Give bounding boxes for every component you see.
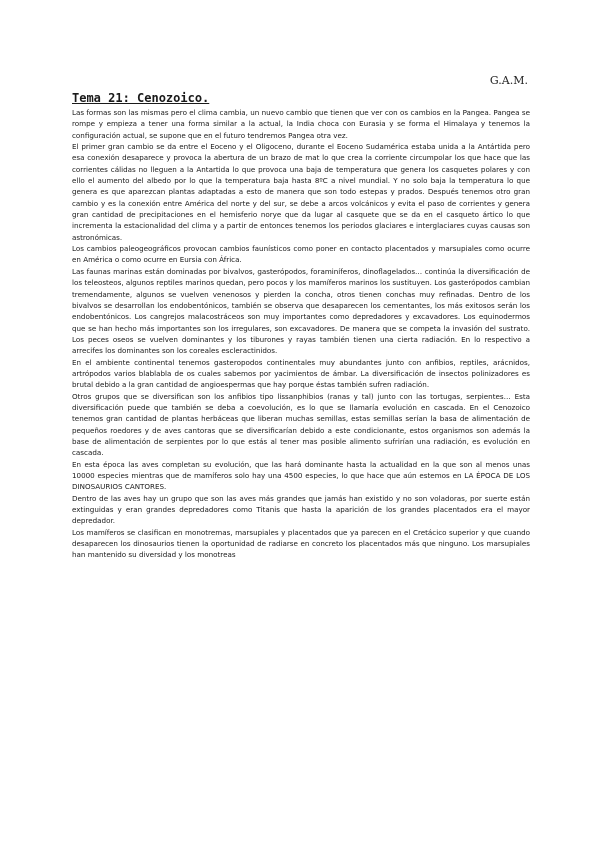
paragraph: Dentro de las aves hay un grupo que son las aves más grandes que jamás han existido y no son voladoras, por suerte están extinguidas y eran grandes depredadores como Titanis que hasta la aparición de los grandes placentados era el mayor depredador.	[72, 493, 530, 526]
paragraph: Los cambios paleogeográficos provocan cambios faunísticos como poner en contacto placentados y marsupiales como ocurre en América o como ocurre en Eursia con África.	[72, 244, 530, 265]
paragraph: Otros grupos que se diversifican son los anfibios tipo lissanphibios (ranas y tal) junto con las tortugas, serpientes… Esta diversificación puede que también se deba a coevolución, es lo que se llamaría evolución en cascada. En el Cenozoico tenemos gran cantidad de plantas herbáceas que liberan muchas semillas, estas semillas serían la basa de alimentación de pequeños roedores y de aves cantoras que se diversificarían debido a este condicionante, estos organismos son además la base de alimentación de serpientes por lo que estás al tener mas posible alimento sufrirían una radiación, es evolución en cascada.	[72, 391, 530, 458]
paragraph: Las formas son las mismas pero el clima cambia, un nuevo cambio que tienen que ver con os cambios en la Pangea. Pangea se rompe y empieza a tener una forma similar a la actual, la India choca con Eurasia y se forma el Himalaya y tenemos la configuración actual, se supone que en el futuro tendremos Pangea otra vez.	[72, 108, 530, 140]
paragraph: Las faunas marinas están dominadas por bivalvos, gasterópodos, foraminíferos, dinoflagelados… continúa la diversificación de los teleosteos, algunos reptiles marinos quedan, pero pocos y los mamíferos marinos los sustituyen. Los gasterópodos cambian tremendamente, algunos se vuelven venenosos y pierden la concha, otros tienen conchas muy refinadas. Dentro de los bivalvos se desarrollan los endobentónicos, también se observa que desaparecen los cementantes, los más exitosos serán los endobentónicos. Los cangrejos malacostráceos son muy importantes como depredadores y excavadores. Los equinodermos que se han hecho más importantes son los irregulares, son excavadores. De manera que se competa la invasión del sustrato. Los peces oseos se vuelven dominantes y los tiburones y rayas también tienen una cierta radiación. En lo respectivo a arrecifes los dominantes son los coreales escleractinidos.	[72, 266, 530, 356]
paragraph: El primer gran cambio se da entre el Eoceno y el Oligoceno, durante el Eoceno Sudamérica estaba unida a la Antártida pero esa conexión desaparece y provoca la abertura de un brazo de mat lo que crea la corriente circumpolar los que hace que las corrientes cálidas no lleguen a la Antartida lo que provoca una baja de temperatura que genera los casquetes polares y con ello el aumento del albedo por lo que la temperatura baja hasta 8ºC a nivel mundial. Y no solo baja la temperatura lo que genera es que aparezcan plantas adaptadas a esto de manera que son todo estepas y prados. Después tenemos otro gran cambio y es la conexión entre América del norte y del sur, se debe a arcos volcánicos y evita el paso de corrientes y genera gran cantidad de precipitaciones en el hemisferio norye que da lugar al casquete que se da en el casqueto ártico lo que incrementa la estacionalidad del clima y a partir de entonces tenemos los periodos glaciares e interglaciares cuyas causas son astronómicas.	[72, 142, 530, 242]
paragraph: Los mamíferos se clasifican en monotremas, marsupiales y placentados que ya parecen en el Cretácico superior y que cuando desaparecen los dinosaurios tienen la oportunidad de radiarse en concreto los placentados más que ninguno. Los marsupiales han mantenido su diversidad y los monotreas	[72, 527, 530, 560]
paragraph: En esta época las aves completan su evolución, que las hará dominante hasta la actualidad en la que son al menos unas 10000 especies mientras que de mamíferos solo hay una 4500 especies, lo que hace que aún estemos en LA ÉPOCA DE LOS DINOSAURIOS CANTORES.	[72, 459, 530, 492]
author-initials: G.A.M.	[489, 74, 528, 87]
page-title: Tema 21: Cenozoico.	[72, 91, 210, 105]
paragraph: En el ambiente continental tenemos gasteropodos continentales muy abundantes junto con anfibios, reptiles, arácnidos, artrópodos varios blablabla de os cuales sabemos por yacimientos de ámbar. La diversificación de insectos polinizadores es brutal debido a la gran cantidad de angioespermas que hay porque éstas también sufren radiación.	[72, 357, 530, 390]
document-body	[72, 90, 530, 561]
